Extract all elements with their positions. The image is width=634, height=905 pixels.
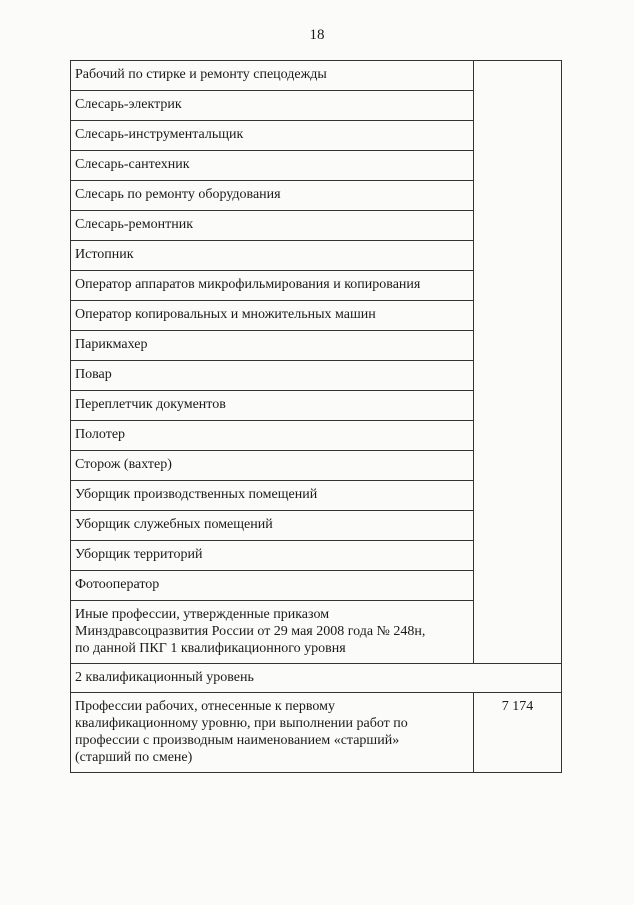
profession-cell: Уборщик производственных помещений [71, 481, 474, 511]
page-number: 18 [309, 27, 325, 43]
profession-cell: Слесарь-электрик [71, 91, 474, 121]
profession-cell: Уборщик служебных помещений [71, 511, 474, 541]
profession-cell: Слесарь-инструментальщик [71, 121, 474, 151]
profession-cell: Парикмахер [71, 331, 474, 361]
profession-cell: Оператор копировальных и множительных машин [71, 301, 474, 331]
profession-cell: Сторож (вахтер) [71, 451, 474, 481]
profession-cell: Полотер [71, 421, 474, 451]
profession-cell: Рабочий по стирке и ремонту спецодежды [71, 61, 474, 91]
salary-cell: 7 174 [474, 693, 562, 773]
profession-cell: Фотооператор [71, 571, 474, 601]
profession-cell: Слесарь-сантехник [71, 151, 474, 181]
level-heading-cell: 2 квалификационный уровень [71, 664, 562, 693]
salary-table [70, 60, 562, 773]
profession-cell: Слесарь-ремонтник [71, 211, 474, 241]
table-row [71, 693, 562, 773]
profession-cell: Оператор аппаратов микрофильмирования и копирования [71, 271, 474, 301]
other-professions-cell: Иные профессии, утвержденные приказом Минздравсоцразвития России от 29 мая 2008 года № 248н, по данной ПКГ 1 квалификационного уровня [71, 601, 474, 664]
profession-cell: Профессии рабочих, отнесенные к первому квалификационному уровню, при выполнении работ по профессии с производным наименованием «старший» (старший по смене) [71, 693, 474, 773]
profession-cell: Слесарь по ремонту оборудования [71, 181, 474, 211]
profession-cell: Переплетчик документов [71, 391, 474, 421]
salary-cell-empty [474, 61, 562, 664]
profession-cell: Повар [71, 361, 474, 391]
level-heading-row [71, 664, 562, 693]
profession-cell: Истопник [71, 241, 474, 271]
profession-cell: Уборщик территорий [71, 541, 474, 571]
table-row [71, 61, 562, 91]
